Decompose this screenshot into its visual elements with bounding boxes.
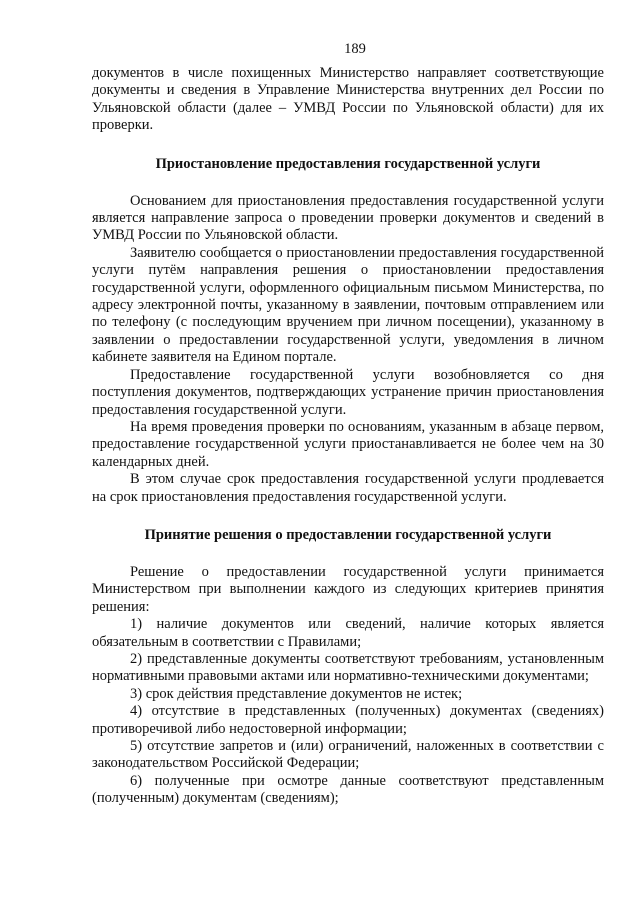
page-number: 189 xyxy=(344,41,366,57)
list-item: 5) отсутствие запретов и (или) ограничений, наложенных в соответствии с законодательством Российской Федерации; xyxy=(92,738,604,772)
section-suspension-body xyxy=(92,193,604,506)
list-item: 3) срок действия представление документов не истек; xyxy=(130,685,463,702)
list-item: 2) представленные документы соответствуют требованиям, установленным нормативными правовыми актами или нормативно-техническими документами; xyxy=(92,650,604,685)
paragraph: Основанием для приостановления предоставления государственной услуги является направление запроса о проведении проверки документов и сведений в УМВД России по Ульяновской области. xyxy=(92,192,604,244)
list-item: 4) отсутствие в представленных (полученных) документах (сведениях) противоречивой либо недостоверной информации; xyxy=(92,703,604,737)
section-heading-decision: Принятие решения о предоставлении государственной услуги xyxy=(144,526,552,543)
paragraph: Решение о предоставлении государственной услуги принимается Министерством при выполнении каждого из следующих критериев принятия решения: xyxy=(92,563,604,615)
paragraph: На время проведения проверки по основаниям, указанным в абзаце первом, предоставление государственной услуги приостанавливается не более чем на 30 календарных дней. xyxy=(92,418,604,470)
list-item: 1) наличие документов или сведений, наличие которых является обязательным в соответствии с Правилами; xyxy=(92,616,604,650)
paragraph: Предоставление государственной услуги возобновляется со дня поступления документов, подтверждающих устранение причин приостановления предоставления государственной услуги. xyxy=(92,366,604,418)
section-heading-suspension: Приостановление предоставления государственной услуги xyxy=(155,155,541,172)
intro-paragraph: документов в числе похищенных Министерство направляет соответствующие документы и сведения в Управление Министерства внутренних дел России по Ульяновской области (далее – УМВД России по Ульяновской области) для их проверки. xyxy=(92,65,604,134)
list-item: 6) полученные при осмотре данные соответствуют представленным (полученным) документам (сведениям); xyxy=(92,772,604,807)
section-decision-body xyxy=(92,564,604,808)
paragraph: В этом случае срок предоставления государственной услуги продлевается на срок приостановления предоставления государственной услуги. xyxy=(92,471,604,505)
paragraph: Заявителю сообщается о приостановлении предоставления государственной услуги путём направления решения о приостановлении предоставления государственной услуги, оформленного официальным письмом Министерства, по адресу электронной почты, указанному в заявлении, почтовым отправлением или по телефону (с последующим вручением при личном посещении), указанному в заявлении о предоставлении государственной услуги, уведомления в личном кабинете заявителя на Едином портале. xyxy=(92,244,604,366)
